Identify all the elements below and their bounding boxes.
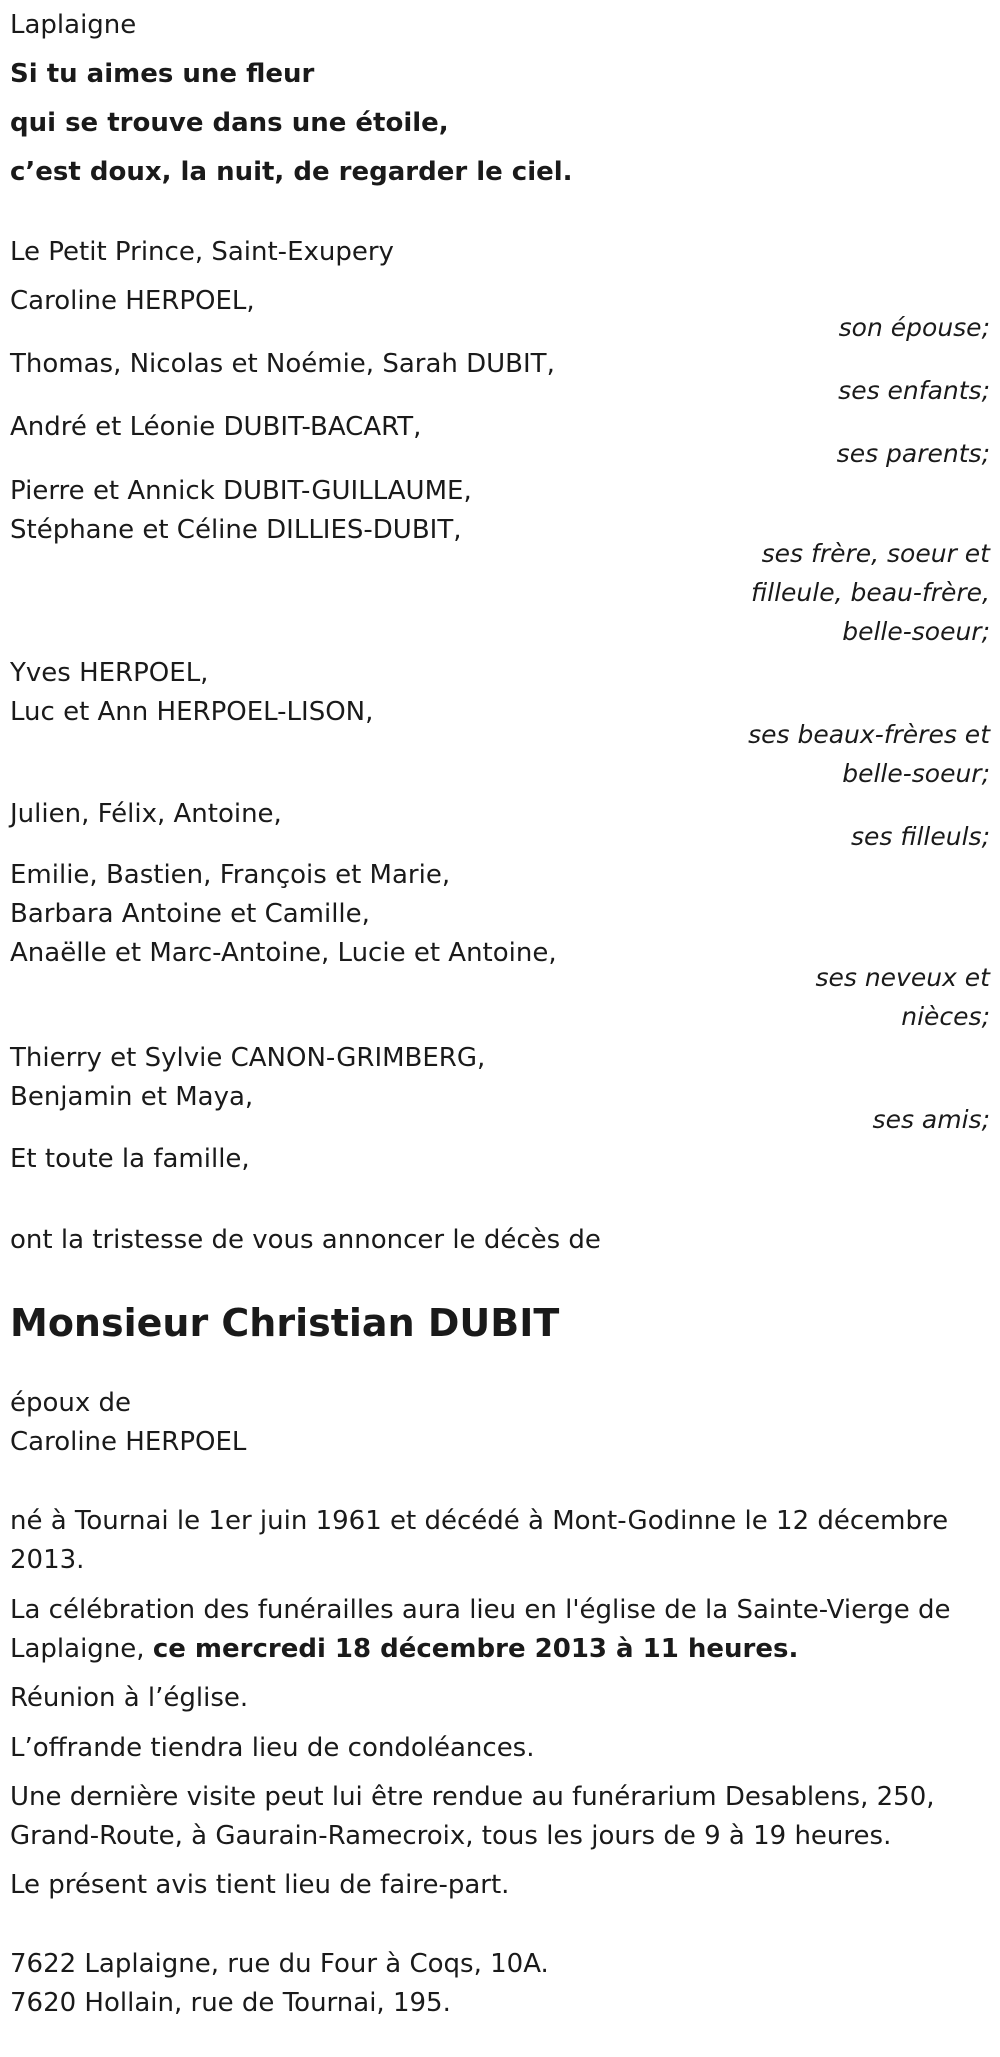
family-names: Luc et Ann HERPOEL-LISON,: [10, 697, 374, 727]
birth-death-line-2: 2013.: [10, 1545, 85, 1575]
family-names: Barbara Antoine et Camille,: [10, 899, 370, 929]
family-names: André et Léonie DUBIT-BACART,: [10, 412, 422, 442]
birth-death-line-1: né à Tournai le 1er juin 1961 et décédé à Mont-Godinne le 12 décembre: [10, 1506, 949, 1536]
funeral-date-time: ce mercredi 18 décembre 2013 à 11 heures.: [152, 1634, 799, 1664]
family-relation: nièces;: [901, 1002, 990, 1031]
quote-attribution: Le Petit Prince, Saint-Exupery: [10, 237, 394, 267]
quote-line-2: qui se trouve dans une étoile,: [10, 108, 449, 138]
family-names: Pierre et Annick DUBIT-GUILLAUME,: [10, 476, 472, 506]
deceased-name: Monsieur Christian DUBIT: [10, 1301, 560, 1345]
family-names: Stéphane et Céline DILLIES-DUBIT,: [10, 515, 462, 545]
spouse-name: Caroline HERPOEL: [10, 1427, 247, 1457]
visit-line-2: Grand-Route, à Gaurain-Ramecroix, tous les jours de 9 à 19 heures.: [10, 1821, 892, 1851]
address-line: 7620 Hollain, rue de Tournai, 195.: [10, 1988, 451, 2018]
family-relation: filleule, beau-frère,: [751, 578, 990, 607]
location-header: Laplaigne: [10, 10, 137, 40]
family-names: Julien, Félix, Antoine,: [10, 799, 282, 829]
family-names: Benjamin et Maya,: [10, 1082, 254, 1112]
family-relation: ses beaux-frères et: [748, 720, 990, 749]
funeral-line-2: [10, 1630, 798, 1668]
family-relation: ses frère, soeur et: [761, 539, 990, 568]
family-names: Thomas, Nicolas et Noémie, Sarah DUBIT,: [10, 349, 555, 379]
funeral-line-1: La célébration des funérailles aura lieu en l'église de la Sainte-Vierge de: [10, 1595, 951, 1625]
spouse-intro: époux de: [10, 1388, 132, 1418]
reunion-text: Réunion à l’église.: [10, 1683, 249, 1713]
address-line: 7622 Laplaigne, rue du Four à Coqs, 10A.: [10, 1949, 549, 1979]
family-relation: belle-soeur;: [842, 617, 990, 646]
visit-line-1: Une dernière visite peut lui être rendue au funérarium Desablens, 250,: [10, 1782, 935, 1812]
family-relation: ses amis;: [872, 1105, 990, 1134]
family-relation: son épouse;: [838, 313, 990, 342]
family-relation: ses parents;: [836, 439, 990, 468]
family-names: Yves HERPOEL,: [10, 658, 209, 688]
family-names: Emilie, Bastien, François et Marie,: [10, 860, 451, 890]
announcement-text: ont la tristesse de vous annoncer le décès de: [10, 1225, 601, 1255]
family-names: Anaëlle et Marc-Antoine, Lucie et Antoine,: [10, 938, 557, 968]
quote-line-1: Si tu aimes une fleur: [10, 59, 315, 89]
quote-line-3: c’est doux, la nuit, de regarder le ciel.: [10, 157, 573, 187]
funeral-location: Laplaigne,: [10, 1634, 153, 1664]
family-relation: ses filleuls;: [850, 822, 990, 851]
family-names: Et toute la famille,: [10, 1144, 250, 1174]
family-relation: belle-soeur;: [842, 759, 990, 788]
family-names: Caroline HERPOEL,: [10, 286, 255, 316]
family-names: Thierry et Sylvie CANON-GRIMBERG,: [10, 1043, 486, 1073]
notice-text: Le présent avis tient lieu de faire-part.: [10, 1870, 510, 1900]
family-relation: ses enfants;: [838, 376, 990, 405]
offrande-text: L’offrande tiendra lieu de condoléances.: [10, 1733, 535, 1763]
family-relation: ses neveux et: [815, 963, 990, 992]
